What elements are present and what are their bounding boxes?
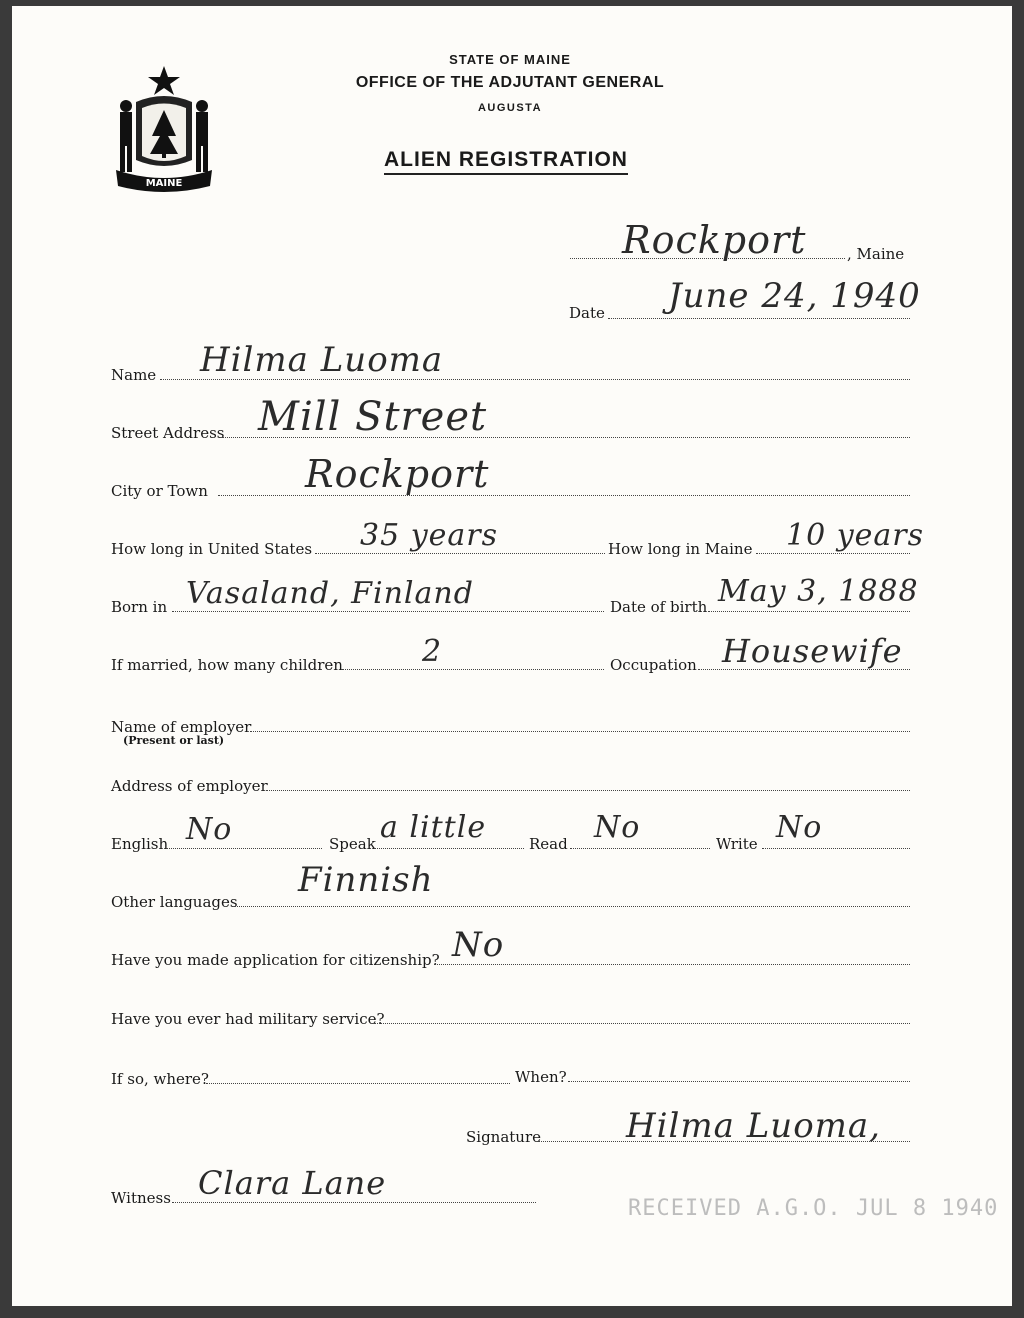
witness-line: [172, 1202, 536, 1203]
header-office: OFFICE OF THE ADJUTANT GENERAL: [355, 74, 665, 91]
date-label: Date: [569, 304, 605, 322]
maine-years-label: How long in Maine: [608, 540, 753, 558]
english-label: English: [111, 835, 169, 853]
employer-address-label: Address of employer: [111, 777, 268, 795]
street-label: Street Address: [111, 424, 225, 442]
name-label: Name: [111, 366, 157, 384]
read-line: [570, 848, 710, 849]
children-value[interactable]: 2: [422, 634, 443, 669]
military-line: [374, 1023, 910, 1024]
dob-line: [708, 611, 910, 612]
citizenship-line: [434, 964, 910, 965]
signature-value[interactable]: Hilma Luoma,: [626, 1106, 881, 1146]
citizenship-label: Have you made application for citizenship?: [111, 951, 440, 969]
other-languages-value[interactable]: Finnish: [298, 860, 434, 900]
born-in-label: Born in: [111, 598, 168, 616]
maine-years-line: [756, 553, 910, 554]
us-years-label: How long in United States: [111, 540, 313, 558]
born-in-line: [172, 611, 604, 612]
where-line: [206, 1083, 510, 1084]
maine-label: , Maine: [847, 245, 905, 263]
military-label: Have you ever had military service?: [111, 1010, 385, 1028]
employer-sublabel: (Present or last): [123, 734, 225, 747]
english-value[interactable]: No: [186, 812, 233, 847]
speak-value[interactable]: a little: [380, 810, 487, 845]
us-years-value[interactable]: 35 years: [360, 518, 499, 553]
form-title: [0, 148, 1018, 172]
other-languages-label: Other languages: [111, 893, 238, 911]
children-line: [342, 669, 604, 670]
signature-label: Signature: [466, 1128, 542, 1146]
city-label: City or Town: [111, 482, 208, 500]
seal-banner-text: MAINE: [145, 178, 183, 189]
header-city: AUGUSTA: [477, 102, 543, 114]
employer-address-line: [266, 790, 910, 791]
when-line: [568, 1081, 910, 1082]
witness-label: Witness: [111, 1189, 171, 1207]
header-state: STATE OF MAINE: [449, 52, 571, 67]
when-label: When?: [515, 1068, 567, 1086]
name-value[interactable]: Hilma Luoma: [200, 340, 444, 380]
speak-line: [374, 848, 524, 849]
city-value[interactable]: Rockport: [305, 452, 490, 496]
town-value[interactable]: Rockport: [622, 218, 807, 262]
write-value[interactable]: No: [776, 810, 823, 845]
witness-value[interactable]: Clara Lane: [198, 1164, 387, 1202]
occupation-value[interactable]: Housewife: [722, 632, 903, 670]
form-title-text: ALIEN REGISTRATION: [384, 148, 628, 175]
date-value[interactable]: June 24, 1940: [668, 276, 921, 316]
speak-label: Speak: [329, 835, 376, 853]
children-label: If married, how many children: [111, 656, 343, 674]
maine-years-value[interactable]: 10 years: [786, 518, 925, 553]
read-value[interactable]: No: [594, 810, 641, 845]
employer-line: [250, 731, 910, 732]
received-stamp: RECEIVED A.G.O. JUL 8 1940: [628, 1196, 999, 1221]
dob-label: Date of birth: [610, 598, 708, 616]
other-languages-line: [234, 906, 910, 907]
street-value[interactable]: Mill Street: [258, 394, 488, 440]
write-line: [762, 848, 910, 849]
born-in-value[interactable]: Vasaland, Finland: [186, 576, 474, 611]
dob-value[interactable]: May 3, 1888: [718, 574, 919, 609]
us-years-line: [315, 553, 605, 554]
date-line: [608, 318, 910, 319]
read-label: Read: [529, 835, 568, 853]
english-line: [166, 848, 322, 849]
where-label: If so, where?: [111, 1070, 209, 1088]
write-label: Write: [716, 835, 758, 853]
employer-label: Name of employer: [111, 718, 252, 736]
occupation-label: Occupation: [610, 656, 697, 674]
citizenship-value[interactable]: No: [452, 925, 505, 965]
